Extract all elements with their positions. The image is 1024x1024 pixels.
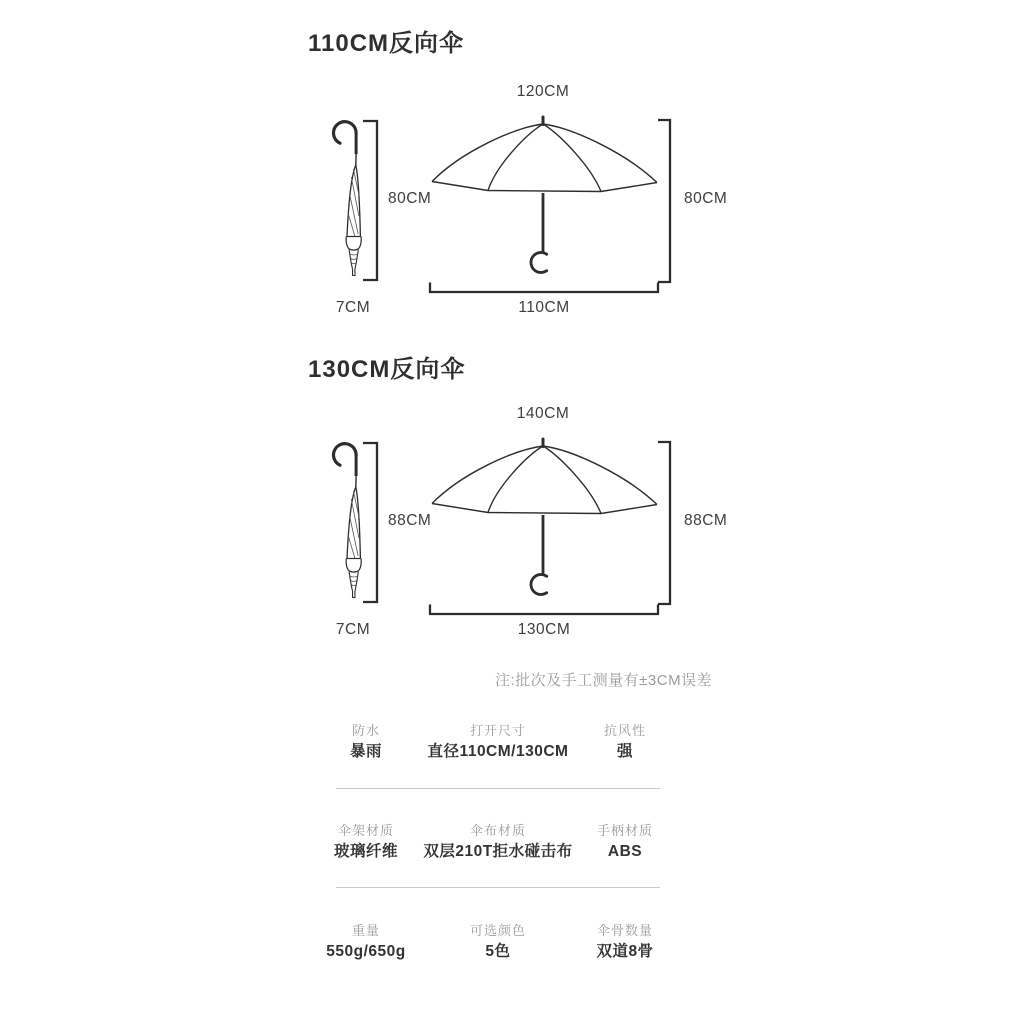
spec-label: 手柄材质 [596, 823, 654, 838]
dimension-label-folded-width: 7CM [335, 621, 371, 638]
dimension-label-open-height: 88CM [684, 512, 728, 529]
spec-label: 伞架材质 [337, 823, 395, 838]
spec-row-materials [333, 823, 660, 880]
section-title-110cm: 110CM反向伞 [308, 30, 465, 57]
spec-label: 伞骨数量 [596, 923, 653, 938]
dimension-label-folded-height: 80CM [388, 190, 432, 207]
spec-value: ABS [607, 843, 643, 860]
spec-cell-fabric-material [423, 824, 572, 861]
dimension-label-open-height: 80CM [684, 190, 728, 207]
spec-cell-frame-material [334, 824, 398, 861]
spec-label: 打开尺寸 [469, 723, 527, 738]
measurement-tolerance-note: 注:批次及手工测量有±3CM误差 [495, 672, 713, 689]
spec-value: 550g/650g [326, 943, 406, 960]
dimension-label-top-width: 120CM [516, 83, 570, 100]
dimension-label-open-diameter: 110CM [518, 299, 570, 316]
spec-cell-handle-material [597, 824, 653, 861]
spec-cell-color-options [470, 924, 526, 961]
spec-label: 可选颜色 [469, 923, 527, 938]
dimension-label-folded-height: 88CM [388, 512, 432, 529]
spec-value: 暴雨 [349, 743, 383, 760]
dimension-label-top-width: 140CM [516, 405, 570, 422]
spec-value: 双层210T拒水碰击布 [423, 843, 573, 860]
spec-label: 抗风性 [603, 723, 647, 738]
diagram-130cm [318, 398, 728, 644]
spec-value: 直径110CM/130CM [427, 743, 569, 760]
spec-value: 玻璃纤维 [333, 843, 399, 860]
spec-cell-wind-resistance [604, 724, 646, 761]
spec-value: 强 [616, 743, 634, 760]
spec-value: 双道8骨 [596, 943, 654, 960]
spec-label: 防水 [351, 723, 381, 738]
spec-label: 重量 [351, 923, 380, 938]
spec-value: 5色 [485, 943, 511, 960]
dimension-label-folded-width: 7CM [335, 299, 371, 316]
spec-cell-open-size [428, 724, 569, 761]
table-divider [336, 887, 660, 888]
dimension-label-open-diameter: 130CM [517, 621, 571, 638]
section-title-130cm: 130CM反向伞 [308, 356, 466, 383]
diagram-110cm [318, 76, 728, 322]
spec-row-waterproof-size-wind [336, 724, 660, 780]
spec-cell-weight [326, 924, 405, 961]
spec-row-weight-color-ribs [326, 923, 660, 980]
spec-cell-waterproof [350, 724, 382, 761]
spec-label: 伞布材质 [469, 823, 526, 838]
spec-cell-rib-count [596, 924, 653, 961]
table-divider [336, 788, 660, 789]
